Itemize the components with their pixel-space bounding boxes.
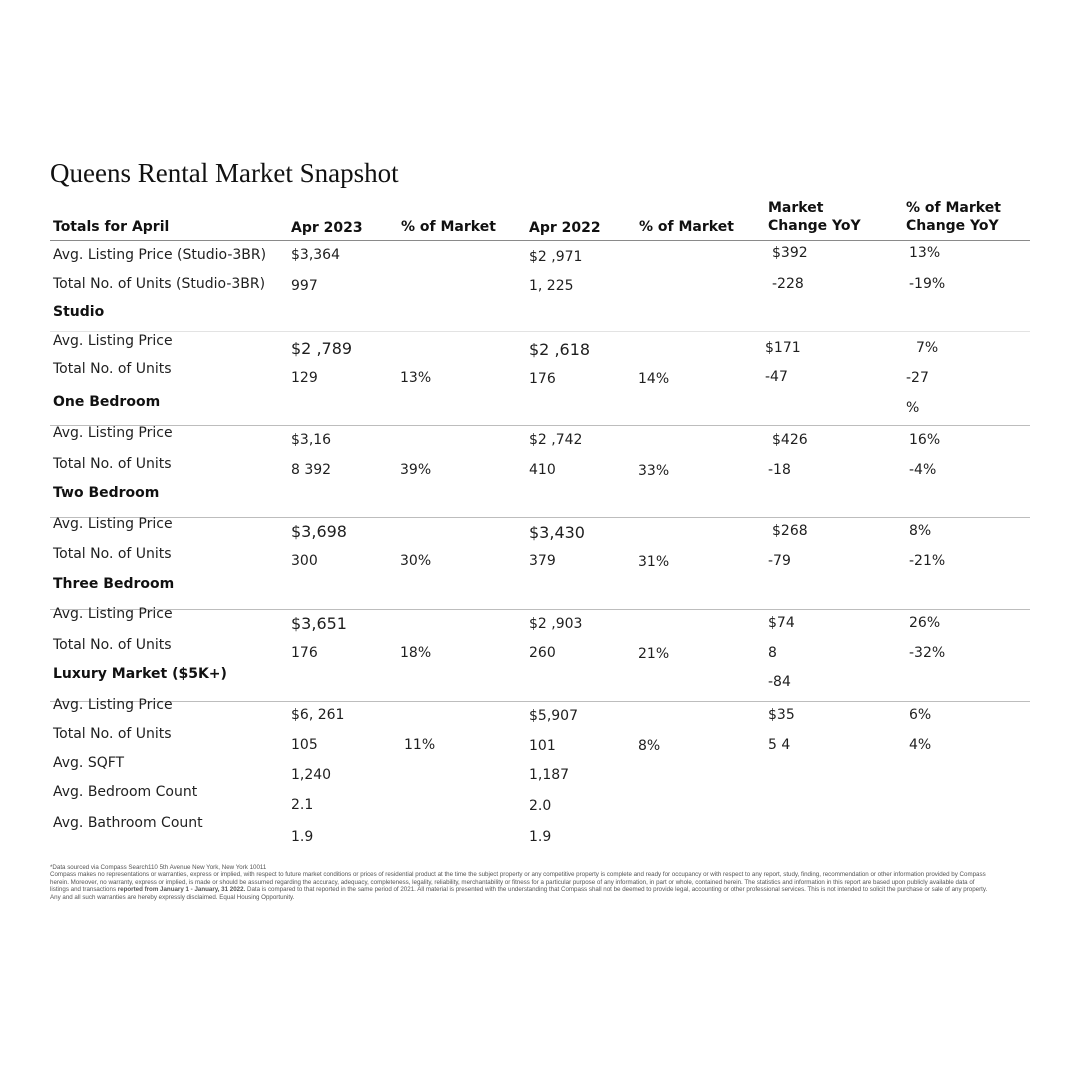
luxury-units-change: 5 4 bbox=[768, 737, 791, 753]
studio-divider bbox=[50, 331, 1030, 332]
footnote bbox=[50, 864, 990, 901]
three-bedroom-avg-change: $74 bbox=[768, 615, 795, 631]
luxury-bedroom-count-label: Avg. Bedroom Count bbox=[53, 784, 198, 800]
one-bedroom-units-label: Total No. of Units bbox=[53, 456, 172, 472]
footnote-disclaimer bbox=[50, 871, 990, 901]
one-bedroom-avg-change: $426 bbox=[772, 432, 808, 448]
luxury-sqft-2022: 1,187 bbox=[529, 767, 570, 783]
header-market-change-line2: Change YoY bbox=[768, 218, 861, 234]
two-bedroom-divider bbox=[50, 517, 1030, 518]
three-bedroom-units-2022-pct: 21% bbox=[638, 646, 670, 662]
two-bedroom-units-2022: 379 bbox=[529, 553, 556, 569]
totals-avg-pct-change: 13% bbox=[909, 245, 941, 261]
totals-units-2022: 1, 225 bbox=[529, 278, 574, 294]
three-bedroom-divider bbox=[50, 609, 1030, 610]
luxury-units-2023: 105 bbox=[291, 737, 318, 753]
three-bedroom-units-pct-change: -32% bbox=[909, 645, 946, 661]
two-bedroom-avg-2022: $3,430 bbox=[529, 523, 585, 542]
one-bedroom-units-2022: 410 bbox=[529, 462, 556, 478]
footnote-disclaimer-a: Compass makes no representations or warranties, express or implied, with respect to future market conditions or prices of residential product at the time the subject property or any competitive property is complete and ready for occupancy or with respect to any report, study, finding, recommendation or other information provided by Compass herein. Moreover, no warranty, express or implied, is made or should be assumed regarding the accuracy, adequacy, completeness, legality, reliability, merchantability or fitness for a particular purpose of any information, in part or whole, contained herein. The statistics and information in this report are based upon publicly available data of listings and transactions bbox=[50, 871, 986, 894]
totals-avg-2022: $2 ,971 bbox=[529, 249, 583, 265]
luxury-bedroom-count-2023: 2.1 bbox=[291, 797, 314, 813]
three-bedroom-units-label: Total No. of Units bbox=[53, 637, 172, 653]
two-bedroom-units-pct-change: -21% bbox=[909, 553, 946, 569]
page-title: Queens Rental Market Snapshot bbox=[50, 158, 399, 188]
two-bedroom-units-change: -79 bbox=[768, 553, 791, 569]
one-bedroom-units-2023-pct: 39% bbox=[400, 462, 432, 478]
two-bedroom-units-2023: 300 bbox=[291, 553, 318, 569]
luxury-avg-label: Avg. Listing Price bbox=[53, 697, 173, 713]
three-bedroom-units-change-cont: -84 bbox=[768, 674, 791, 690]
header-market-change-line1: Market bbox=[768, 200, 824, 216]
totals-avg-label: Avg. Listing Price (Studio-3BR) bbox=[53, 247, 267, 263]
header-apr-2022: Apr 2022 bbox=[529, 220, 601, 236]
studio-units-2022: 176 bbox=[529, 371, 556, 387]
studio-units-2023-pct: 13% bbox=[400, 370, 432, 386]
totals-units-label: Total No. of Units (Studio-3BR) bbox=[53, 276, 266, 292]
one-bedroom-divider bbox=[50, 425, 1030, 426]
luxury-sqft-label: Avg. SQFT bbox=[53, 755, 125, 771]
three-bedroom-avg-pct-change: 26% bbox=[909, 615, 941, 631]
header-apr-2023: Apr 2023 bbox=[291, 220, 363, 236]
one-bedroom-units-change: -18 bbox=[768, 462, 791, 478]
one-bedroom-units-pct-change: -4% bbox=[909, 462, 937, 478]
luxury-units-2023-pct: 11% bbox=[404, 737, 436, 753]
studio-avg-label: Avg. Listing Price bbox=[53, 333, 173, 349]
totals-units-2023: 997 bbox=[291, 278, 318, 294]
studio-units-pct-change-cont: % bbox=[906, 400, 920, 416]
two-bedroom-units-2022-pct: 31% bbox=[638, 554, 670, 570]
luxury-avg-pct-change: 6% bbox=[909, 707, 932, 723]
header-divider bbox=[50, 240, 1030, 241]
studio-avg-2023: $2 ,789 bbox=[291, 339, 353, 358]
header-pct-change-line1: % of Market bbox=[906, 200, 1001, 216]
studio-units-pct-change: -27 bbox=[906, 370, 929, 386]
three-bedroom-units-2022: 260 bbox=[529, 645, 556, 661]
two-bedroom-avg-2023: $3,698 bbox=[291, 522, 347, 541]
two-bedroom-avg-label: Avg. Listing Price bbox=[53, 516, 173, 532]
studio-units-2022-pct: 14% bbox=[638, 371, 670, 387]
luxury-bathroom-count-2022: 1.9 bbox=[529, 829, 552, 845]
footnote-source: *Data sourced via Compass Search110 5th Avenue New York, New York 10011 bbox=[50, 864, 267, 871]
header-pct-market-2023: % of Market bbox=[401, 219, 496, 235]
two-bedroom-units-2023-pct: 30% bbox=[400, 553, 432, 569]
luxury-divider bbox=[50, 701, 1030, 702]
one-bedroom-avg-2023: $3,16 bbox=[291, 432, 332, 448]
two-bedroom-units-label: Total No. of Units bbox=[53, 546, 172, 562]
luxury-avg-2022: $5,907 bbox=[529, 708, 578, 724]
footnote-disclaimer-bold: reported from January 1 - January, 31 2022. bbox=[117, 886, 246, 894]
section-luxury-market: Luxury Market ($5K+) bbox=[53, 666, 227, 682]
luxury-avg-change: $35 bbox=[768, 707, 795, 723]
one-bedroom-avg-2022: $2 ,742 bbox=[529, 432, 583, 448]
studio-avg-2022: $2 ,618 bbox=[529, 340, 591, 359]
three-bedroom-avg-label: Avg. Listing Price bbox=[53, 606, 173, 622]
header-pct-market-2022: % of Market bbox=[639, 219, 734, 235]
footnote-disclaimer-b: Data is compared to that reported in the same period of 2021. All material is presented with the understanding that Compass shall not be deemed to provide legal, accounting or other professional services. This is not intended to solicit the purchase or sale of any property. Any and all such warranties are hereby expressly disclaimed. Equal Housing Opportunity. bbox=[50, 886, 988, 901]
studio-avg-pct-change: 7% bbox=[916, 340, 939, 356]
header-market-change bbox=[768, 199, 861, 235]
one-bedroom-units-2022-pct: 33% bbox=[638, 463, 670, 479]
luxury-bathroom-count-label: Avg. Bathroom Count bbox=[53, 815, 203, 831]
header-pct-change-line2: Change YoY bbox=[906, 218, 999, 234]
luxury-bedroom-count-2022: 2.0 bbox=[529, 798, 552, 814]
luxury-units-pct-change: 4% bbox=[909, 737, 932, 753]
three-bedroom-avg-2022: $2 ,903 bbox=[529, 616, 583, 632]
totals-avg-change: $392 bbox=[772, 245, 808, 261]
three-bedroom-units-2023: 176 bbox=[291, 645, 318, 661]
one-bedroom-avg-label: Avg. Listing Price bbox=[53, 425, 173, 441]
luxury-units-2022-pct: 8% bbox=[638, 738, 661, 754]
section-two-bedroom: Two Bedroom bbox=[53, 485, 160, 501]
luxury-avg-2023: $6, 261 bbox=[291, 707, 345, 723]
one-bedroom-avg-pct-change: 16% bbox=[909, 432, 941, 448]
totals-units-change: -228 bbox=[772, 276, 804, 292]
luxury-bathroom-count-2023: 1.9 bbox=[291, 829, 314, 845]
studio-avg-change: $171 bbox=[765, 340, 801, 356]
luxury-units-2022: 101 bbox=[529, 738, 556, 754]
studio-units-2023: 129 bbox=[291, 370, 318, 386]
two-bedroom-avg-pct-change: 8% bbox=[909, 523, 932, 539]
totals-units-pct-change: -19% bbox=[909, 276, 946, 292]
section-one-bedroom: One Bedroom bbox=[53, 394, 161, 410]
section-three-bedroom: Three Bedroom bbox=[53, 576, 175, 592]
luxury-sqft-2023: 1,240 bbox=[291, 767, 332, 783]
totals-avg-2023: $3,364 bbox=[291, 247, 340, 263]
header-totals: Totals for April bbox=[53, 219, 170, 235]
studio-units-change: -47 bbox=[765, 369, 788, 385]
three-bedroom-units-2023-pct: 18% bbox=[400, 645, 432, 661]
section-studio: Studio bbox=[53, 304, 105, 320]
three-bedroom-units-change: 8 bbox=[768, 645, 777, 661]
one-bedroom-units-2023: 8 392 bbox=[291, 462, 332, 478]
three-bedroom-avg-2023: $3,651 bbox=[291, 614, 347, 633]
luxury-units-label: Total No. of Units bbox=[53, 726, 172, 742]
two-bedroom-avg-change: $268 bbox=[772, 523, 808, 539]
studio-units-label: Total No. of Units bbox=[53, 361, 172, 377]
header-pct-change bbox=[906, 199, 1001, 235]
